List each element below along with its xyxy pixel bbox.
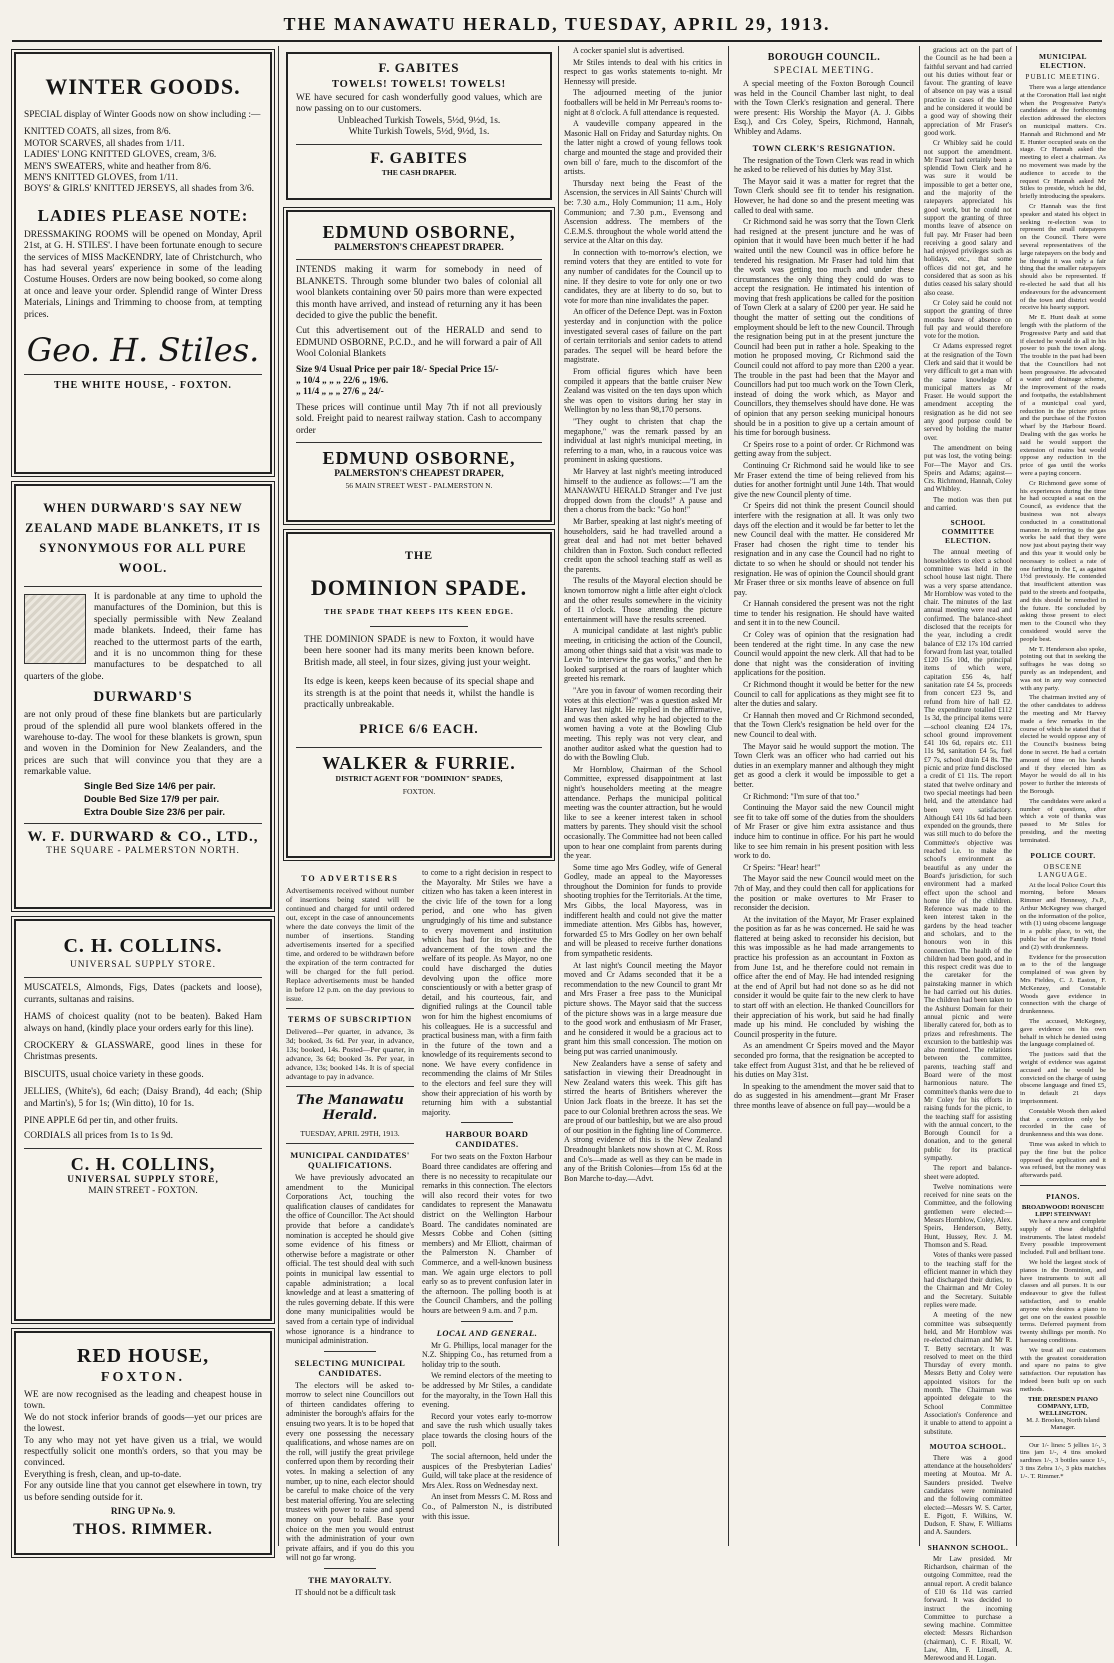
police-para: The justices said that the weight of evidence was against accused and he would be convicted on the charge of using obscene language and fined £5, in default 21 days imprisonment. bbox=[1020, 1051, 1106, 1106]
red-house-para: To any who may not yet have given us a trial, we would respectfully solicit one month's orders, so that you may be convinced. bbox=[24, 1435, 262, 1469]
mayoralty-text: IT should not be a difficult task bbox=[295, 1587, 396, 1597]
council-para: gracious act on the part of the Council as he had been a faithful servant and had carried out his duties without fear or favour. The granting of leave of absence on pay was a usual practice in cases of the kind and he considered it would be a good way of showing their appreciation of Mr Fraser's good work. bbox=[924, 46, 1012, 137]
council-para: Continuing the Mayor said the new Council might see fit to take off some of the duties from the shoulders of Mr Fraser or give him extra assistance and thus induce him to continue in office. For his part he would like to see him remain in his present position with less work to do. bbox=[734, 803, 914, 861]
osborne-ad bbox=[286, 210, 552, 522]
council-para: Cr Coley was of opinion that the resignation had been tendered at the right time. In any case the new Council would appoint the new clerk. All that had to be done that night was the consideration of inviting applications for the position. bbox=[734, 630, 914, 678]
news-item: Record your votes early to-morrow and save the rush which usually takes place towards the closing hours of the poll. bbox=[422, 1411, 552, 1450]
durward-para-2: are not only proud of these fine blankets but are particularly proud of the splendid all pure wool blankets offered in the warehouse to-day. The wool for these blankets is grown, spun and woven in the Dominion for New Zealanders, and the prices are such that will convince you that they are a remarkable value. bbox=[24, 710, 262, 778]
council-para: Cr Adams expressed regret at the resignation of the Town Clerk and said that it would be very difficult to get a man with the same knowledge of municipal matters as Mr Fraser. He would support the amendment accepting the resignation as he did not see any good purpose could be served by holding the matter over. bbox=[924, 342, 1012, 442]
council-para: The resignation of the Town Clerk was read in which he asked to be relieved of his duties by May 31st. bbox=[734, 155, 914, 175]
red-house-para: WE are now recognised as the leading and cheapest house in town. bbox=[24, 1390, 262, 1412]
column-rule bbox=[919, 46, 920, 1546]
list-item: MOTOR SCARVES, all shades from 1/11. bbox=[24, 138, 185, 149]
red-house-para: For any outside line that you cannot get elsewhere in town, try us before sending outside for it. bbox=[24, 1481, 262, 1503]
mayoralty-continued: to come to a right decision in respect to the Mayoralty. Mr Stiles we have a citizen who has taken a keen interest in the civic life of the town for a long period, and one who has given ungrudgingly of his time and substance to every movement and institution which has had for its objective the advancement of the town and the welfare of its people. As Mayor, no one could have discharged the duties devolving upon the office more conscientiously or with a better grasp of detail, and his courteous, fair, and dignified rulings at the Council table won for him the highest encomiums of his colleagues. He is a successful and practical business man, with a firm faith in the future of the town and a knowledge of its requirements second to none. We have every confidence in recommending the claims of Mr Stiles to the electors and feel sure they will show their appreciation of his worth by returning him with a substantial majority. bbox=[422, 868, 552, 1117]
news-item: A cocker spaniel slut is advertised. bbox=[573, 46, 685, 55]
gabites-footer: F. GABITES bbox=[370, 149, 468, 167]
osborne-size-line: „ 11/4 „ „ „ 27/6 „ 24/- bbox=[296, 387, 384, 398]
news-item: Mr G. Phillips, local manager for the N.Z. Shipping Co., has returned from a holiday trip to the south. bbox=[422, 1340, 552, 1369]
dresden-company: THE DRESDEN PIANO COMPANY, LTD, WELLINGTON. bbox=[1028, 1395, 1098, 1417]
durward-firm: W. F. DURWARD & CO., LTD., bbox=[27, 828, 259, 845]
osborne-footer-address: 56 MAIN STREET WEST - PALMERSTON N. bbox=[345, 480, 493, 490]
police-para: Evidence for the prosecution as to the of the language complained of was given by Mrs Fieldes, C. J. Easton, F. McKenzey, and Constable Woods gave evidence in connection with the charge of drunkenness. bbox=[1020, 953, 1106, 1016]
news-item: A municipal candidate at last night's public meeting, in criticising the action of the Council, among other things said that a visit was made to Levin "to interview the gas works," and then he looked surprised at the roars of laughter which greeted his remark. bbox=[564, 626, 722, 684]
council-para: Cr Coley said he could not support the granting of three months leave of absence on full pay and would therefore vote for the motion. bbox=[924, 298, 1012, 341]
election-para: Cr Hannah was the first speaker and stated his object in seeking re-election was to represent the small ratepayers on the Council. There were several representatives of the large ratepayers on the body and he thought it was only a fair thing that the smaller ratepayers should also be represented. If re-elected he said that all his endeavours for the advancement of the town and district would receive his hearty support. bbox=[1020, 202, 1106, 312]
price-line: Single Bed Size 14/6 per pair. bbox=[84, 780, 216, 792]
gabites-line: White Turkish Towels, 5½d, 9½d, 1s. bbox=[348, 127, 490, 138]
gabites-title: F. GABITES bbox=[378, 60, 460, 75]
collins-title: C. H. COLLINS. bbox=[63, 935, 223, 957]
candidates-text: We have previously advocated an amendment to the Municipal Corporations Act, touching the qualification clauses of candidates for the office of Councillor. The Act should provide that before a candidate's nomination is accepted he should give some evidence of his fitness or otherwise before a magistrate or other official. The test should deal with such points in municipal law essential to capable administration; a local knowledge and at least a smattering of the rules governing debate. If this were done many municipalities would be saved from a certain type of individual whose ignorance is a hindrance to municipal administration. bbox=[286, 1173, 414, 1346]
list-item: KNITTED COATS, all sizes, from 8/6. bbox=[24, 127, 171, 138]
election-para: Cr Richmond gave some of his experiences during the time he had occupied a seat on the Council, as evidence that the business was not always conducted in a constitutional manner. In referring to the gas works he said that they were now just about paying their way and this year it would only be necessary to collect a rate of one farthing in the £, as against 1½d previously. He contended that insufficient attention was paid to the streets and footpaths, and this should be remedied in the future. He concluded by asking those present to elect men to the Council who they considered would serve the people best. bbox=[1020, 479, 1106, 643]
selecting-text: The electors will be asked to-morrow to select nine Councillors out of thirteen candidates offering to administer the borough's affairs for the ensuing two years. It is to be hoped that every one possessing the necessary qualifications, and whose names are on the roll, will justify the great privilege conferred upon them by recording their votes. In making a selection of any number, up to nine, each elector should be careful to make choice of the very best material offering. You are selecting trustees with power to raise and spend money on your behalf. Base your choice on the men you would entrust with the administration of your own private affairs, and if you do this you will not go far wrong. bbox=[286, 1380, 414, 1563]
borough-council-title: BOROUGH COUNCIL. bbox=[767, 52, 881, 63]
election-para: Mr E. Hunt dealt at some length with the platform of the Progressive Party and said that if elected he would do all in his power to push the town along. The trouble in the past had been that the Councillors had not been progressive. He advocated a water and drainage scheme, the improvement of the roads and footpaths, the establishment of a municipal coal yard, reduction in the picture prices and the purchase of the Foxton wharf by the Harbour Board. Dealing with the gas works he said he would support the extension of mains but would oppose any reduction in the price of gas until the works were a paying concern. bbox=[1020, 314, 1106, 478]
winter-goods-list bbox=[24, 127, 262, 195]
moutoa-text: There was a good attendance at the householders' meeting at Moutoa. Mr A. Saunders presided. Twelve candidates were nominated and the following committee elected:—Messrs W. S. Carter, E. Pigott, F. Wilkins, W. Dudson, F. Shaw, F. Williams and A. Saunders. bbox=[924, 1453, 1012, 1537]
column-rule bbox=[728, 46, 729, 1546]
news-item: Mr Stiles intends to deal with his critics in respect to gas works statements to-night. Mr Hennessy will preside. bbox=[564, 57, 722, 86]
council-para: Continuing Cr Richmond said he would like to see Mr Fraser extend the time of being relieved from his duties for another fortnight until June 14th. That would give the new Council plenty of time. bbox=[734, 460, 914, 499]
column-school-committee bbox=[924, 46, 1012, 1663]
police-court-subtitle: OBSCENE LANGUAGE. bbox=[1038, 862, 1088, 879]
osborne-footer: EDMUND OSBORNE, bbox=[322, 448, 516, 469]
list-item: MEN'S SWEATERS, white and heather from 8/6. bbox=[24, 161, 212, 172]
blanket-illustration bbox=[24, 594, 86, 664]
election-para: Mr T. Henderson also spoke, pointing out that in seeking the suffrages he was doing so purely as an independent, and was not in any way connected with any party. bbox=[1020, 645, 1106, 692]
news-item: Mr Hornblow, Chairman of the School Committee, expressed disappointment at last night's householders meeting at the meagre attendance. Perhaps the municipal political meeting was the counter attraction, but he would like to see a keener interest taken in school matters by parents. They should visit the school occasionally. The Committee had not been called upon to hear one complaint from parents during the year. bbox=[564, 764, 722, 861]
candidates-title: MUNICIPAL CANDIDATES' QUALIFICATIONS. bbox=[290, 1150, 410, 1170]
police-para: The accused, McKegney, gave evidence on his own behalf in which he denied using the language complained of. bbox=[1020, 1018, 1106, 1049]
winter-goods-title: WINTER GOODS. bbox=[45, 74, 241, 99]
dresden-manager: M. J. Brookes, North Island Manager. bbox=[1026, 1416, 1100, 1431]
column-ads-middle bbox=[286, 46, 552, 1597]
rimmer-lines: Our 1/- lines: 5 jellies 1/-, 3 tins jam 1/-, 4 tins smoked sardines 1/-, 3 bottles sauce 1/-, 3 tins Zebra 1/-, 3 pkts matches 1/-. T. Rimmer.* bbox=[1020, 1441, 1106, 1480]
council-para: The amendment on being put was lost, the voting being: For—The Mayor and Crs. Speirs and Adams; against—Crs. Richmond, Hannah, Coley and Whibley. bbox=[924, 443, 1012, 494]
column-borough-council bbox=[734, 46, 914, 1552]
red-house-title: RED HOUSE, bbox=[76, 1345, 210, 1367]
police-para: Constable Woods then asked that a conviction only be recorded in the case of drunkenness and this was done. bbox=[1020, 1107, 1106, 1139]
advertisers-title: TO ADVERTISERS bbox=[301, 874, 399, 883]
durward-headline: WHEN DURWARD'S SAY NEW ZEALAND MADE BLANKETS, IT IS SYNONYMOUS FOR ALL PURE WOOL. bbox=[25, 501, 261, 575]
spade-subtitle: THE SPADE THAT KEEPS ITS KEEN EDGE. bbox=[324, 607, 514, 616]
harbour-text: For two seats on the Foxton Harbour Board three candidates are offering and there is no necessity to recapitulate our remarks in this connection. The electors will also record their votes for two candidates to represent the Manawatu district on the Wellington Harbour Board. The candidates nominated are Messrs Cobbe and Cohen (sitting members) and Mr Elliott, chairman of the Palmerston N. Chamber of Commerce, and a well-known business man. We again urge electors to poll early so as to prevent confusion later in the afternoon. The polling booth is at the Council Chambers, and the polling hours are between 9 a.m. and 7 p.m. bbox=[422, 1152, 552, 1315]
top-rule bbox=[12, 40, 1102, 42]
selecting-title: SELECTING MUNICIPAL CANDIDATES. bbox=[294, 1357, 406, 1378]
stiles-signature: Geo. H. Stiles. bbox=[26, 331, 260, 370]
pianos-brands: BROADWOOD! RONISCH! LIPP! STEINWAY! bbox=[1021, 1203, 1105, 1218]
osborne-title: EDMUND OSBORNE, bbox=[322, 222, 516, 242]
spade-agent-address: FOXTON. bbox=[402, 787, 436, 797]
price-line: Extra Double Size 23/6 per pair. bbox=[84, 806, 225, 818]
durward-para-1: It is pardonable at any time to uphold the manufactures of the Dominion, but this is specially permissible with New Zealand made blankets. Indeed, their fame has reached to the uttermost parts of the earth, and it is no uncommon thing for these manufactures to be despatched to all quarters of the globe. bbox=[24, 592, 262, 682]
list-item: CORDIALS all prices from 1s to 1s 9d. bbox=[24, 1131, 173, 1142]
osborne-size-line: Size 9/4 Usual Price per pair 18/- Special Price 15/- bbox=[296, 364, 499, 375]
column-rule bbox=[1016, 46, 1017, 1546]
column-local-news bbox=[564, 46, 722, 1552]
column-municipal-election bbox=[1020, 46, 1106, 1552]
news-item: A vaudeville company appeared in the Masonic Hall on Friday and Saturday nights. On the latter night a crowd of young fellows took charge and mounted the stage and provided their own bill o' fare, much to the discomfort of the artists. bbox=[564, 119, 722, 177]
borough-council-subtitle: SPECIAL MEETING. bbox=[773, 66, 875, 76]
winter-goods-ad bbox=[14, 52, 272, 474]
gabites-footer-sub: THE CASH DRAPER. bbox=[381, 167, 457, 177]
council-para: At the invitation of the Mayor, Mr Fraser explained the position as far as he was concerned. He said he was flattered at being asked to reconsider his decision, but this was impossible as he had made arrangements to practice his profession as an accountant in Foxton as from June 1st, and he therefore could not remain in office after the end of May. He had intended resigning at the end of April but had not done so as he did not consider it would be quite fair to the new clerk to have to start off with an election. He thanked Councillors for their appreciation of his work, but said he had finally made up his mind. He concluded by wishing the Council prosperity in the future. bbox=[734, 914, 914, 1039]
red-house-subtitle: FOXTON. bbox=[100, 1370, 186, 1385]
list-item: HAMS of choicest quality (not to be beaten). Baked Ham always on hand, (kindly place your orders early for this line). bbox=[24, 1012, 262, 1034]
pianos-title: PIANOS. bbox=[1046, 1191, 1080, 1201]
school-para: The report and balance-sheet were adopted. bbox=[924, 1164, 1012, 1181]
municipal-election-title: MUNICIPAL ELECTION. bbox=[1038, 52, 1088, 70]
news-item: The social afternoon, held under the auspices of the Presbyterian Ladies' Guild, will take place at the residence of Mrs Alex. Ross on Wednesday next. bbox=[422, 1452, 552, 1490]
pianos-para: We have a new and complete supply of these delightful instruments. The latest models! Every possible improvement included. Full and brilliant tone. bbox=[1020, 1217, 1106, 1257]
news-item: The results of the Mayoral election should be known tomorrow night a little after eight o'clock and the other results somewhere in the vicinity of 11 o'clock. Those attending the picture entertainment will have the results screened. bbox=[564, 576, 722, 624]
council-para: Cr Whibley said he could not support the amendment. Mr Fraser had certainly been a splendid Town Clerk and he was sure it would be impossible to get a better one, and the majority of the ratepayers appreciated his good work, but he could not support the granting of three months leave of absence on full pay. Mr Fraser had been receiving a good salary and had enjoyed privileges such as holidays, etc., that some offices did not get, and he considered that as soon as his duties ceased his salary should also cease. bbox=[924, 139, 1012, 297]
police-para: Time was asked in which to pay the fine but the police opposed the application and it was refused, but the money was afterwards paid. bbox=[1020, 1141, 1106, 1180]
news-item: An officer of the Defence Dept. was in Foxton yesterday and in conjunction with the police investigated several cases of failure on the part of certain territorials and senior cadets to attend parades. The sequel will be heard before the magistrate. bbox=[564, 307, 722, 365]
council-para: The motion was then put and carried. bbox=[924, 495, 1012, 513]
resignation-title: TOWN CLERK'S RESIGNATION. bbox=[752, 142, 896, 153]
news-item: Mr Harvey at last night's meeting introduced himself to the audience as follows:—"I am the MANAWATU HERALD Stranger and I've just dropped down from the clouds!" A pause and then a chorus from the back: "Go hon!" bbox=[564, 466, 722, 515]
council-para: Cr Richmond: "I'm sure of that too." bbox=[743, 791, 860, 801]
list-item: PINE APPLE 6d per tin, and other fruits. bbox=[24, 1116, 178, 1127]
election-para: The candidates were asked a number of questions, after which a vote of thanks was passed to Mr Stiles for presiding, and the meeting terminated. bbox=[1020, 797, 1106, 844]
council-para: The Mayor said the new Council would meet on the 7th of May, and they could then call for applications for the position or make overtures to Mr Fraser to reconsider the decision. bbox=[734, 874, 914, 913]
price-line: Double Bed Size 17/9 per pair. bbox=[84, 793, 220, 805]
ladies-note-title: LADIES PLEASE NOTE: bbox=[37, 205, 249, 225]
spade-agent-sub: DISTRICT AGENT FOR "DOMINION" SPADES, bbox=[335, 774, 503, 784]
moutoa-title: MOUTOA SCHOOL. bbox=[929, 1441, 1007, 1451]
council-para: As an amendment Cr Speirs moved and the Mayor seconded pro forma, that the resignation be accepted to take effect from August 31st, and that he be relieved of his duties on May 31st. bbox=[734, 1041, 914, 1080]
osborne-size-line: „ 10/4 „ „ „ 22/6 „ 19/6. bbox=[296, 376, 389, 387]
ladies-note-text: DRESSMAKING ROOMS will be opened on Monday, April 21st, at G. H. STILES'. I have been fortunate enough to secure the services of MISS MacKENDRY, late of Christchurch, who has had several years' experience in some of the leading Costume Houses. Orders are now being booked, so come along at once and leave your order. Splendid range of Winter Dress Materials, Linings and Trimming to choose from, at tempting prices. bbox=[24, 229, 262, 320]
list-item: MUSCATELS, Almonds, Figs, Dates (packets and loose), currants, sultanas and raisins. bbox=[24, 983, 262, 1005]
white-house-footer: THE WHITE HOUSE, - FOXTON. bbox=[54, 380, 232, 392]
council-para: The Mayor said it was a matter for regret that the Town Clerk should see fit to tender his resignation. However, he had done so and the present meeting was called to deal with same. bbox=[734, 176, 914, 215]
durward-brand: DURWARD'S bbox=[93, 689, 193, 706]
news-item: Thursday next being the Feast of the Ascension, the services in All Saints' Church will be: 7.30 a.m., Holy Communion; 11 a.m., Holy Communion; and 7.30 p.m., Evensong and Ascension address. The members of the C.E.M.S. throughout the whole world attend the service at the Altar on this day. bbox=[564, 178, 722, 246]
column-ads-left bbox=[14, 46, 272, 1552]
list-item: MEN'S KNITTED GLOVES, from 1/11. bbox=[24, 173, 178, 184]
pianos-para: We treat all our customers with the greatest consideration and spare no pains to give satisfaction. Our reputation has indeed been built up on such methods. bbox=[1020, 1346, 1106, 1393]
winter-goods-intro: SPECIAL display of Winter Goods now on show including :— bbox=[24, 110, 261, 120]
election-para: There was a large attendance at the Coronation Hall last night when the Progressive Party's candidates at the forthcoming election addressed the electors on municipal matters. Crs. Hannah and Richmond and Mr E. Hunter occupied seats on the stage. Cr Hannah asked the meeting to elect a chairman. As no movement was made by the audience to accede to the request Cr Hannah asked Mr Stiles to preside, which he did, briefly introducing the speakers. bbox=[1020, 84, 1106, 201]
municipal-election-subtitle: PUBLIC MEETING. bbox=[1025, 73, 1101, 81]
spade-title: DOMINION SPADE. bbox=[310, 575, 528, 600]
school-para: The annual meeting of householders to elect a school committee was held in the school house last night. There was a very sparse attendance. Mr Hornblow was voted to the chair. The minutes of the last annual meeting were read and confirmed. The balance-sheet disclosed that the receipts for the year, including a credit balance of £32 17s 10d carried forward from last year, totalled £120 15s 10d, the principal items of which were, capitation £56 4s, half sanitation rate £4 5s, proceeds from concert £23 9s, and refund from hire of hall £2. The expenditure totalled £112 1s 3d, the principal items were—school cleaning £24 17s, school ground improvement £41 10s 6d, repairs etc. £11 11s 9d, sanitation £4 5s, fuel £7 7s, school drain £4 8s. The picnic and prize fund disclosed a credit of £1 11s. The report stated that twelve ordinary and two special meetings had been held, and the attendance had been very satisfactory. Although £41 10s 6d had been expended on the grounds, there was still much to do before the Committee's objective was reached i.e. to make the school's environment as beautiful as any under the Board's jurisdiction, for such environment had a marked effect upon the school and home life of the children. Reference was made to the keen interest taken in the gardens by the head teacher and scholars, and to the honours won in this connection. The health of the children had been good, and in this respect credit was due to the caretaker for the painstaking manner in which he had carried out his duties. The children had been taken to the Ashhurst Domain for their annual picnic and were liberally catered for, both as to prizes and refreshments. The excursion to the battleship was also mentioned. The relations between the committee, parents, teaching staff and Board were of the most harmonious nature. The committee's thanks were due to Mr Coley for his efforts in raising funds for the picnic, to the teaching staff for assisting with the annual concert, to the Borough Council for a donation, and to the general public for its practical sympathy. bbox=[924, 548, 1012, 1162]
durward-blankets-ad bbox=[14, 484, 272, 909]
editorial-left bbox=[286, 868, 414, 1600]
news-item: "They ought to christen that chap the megaphone," was the remark passed by an individual at last night's municipal meeting, in referring to a man, who, in a raucous voice was prominent in asking questions. bbox=[564, 416, 722, 465]
news-item: Mr Barber, speaking at last night's meeting of householders, said he had travelled around a great deal and had not met better behaved children than in Foxton. Such conduct reflected credit upon the school teaching staff as well as the parents. bbox=[564, 516, 722, 574]
school-para: Twelve nominations were received for nine seats on the Committee, and the following gentlemen were elected:—Messrs Hornblow, Coley, Alex. Speirs, Henderson, Betty, Hunt, Hussey, Rev. J. M. Thomson and S. Read. bbox=[924, 1182, 1012, 1249]
council-para: Cr Speirs did not think the present Council should interfere with the resignation at all. It was only two days off the election and it would be far better to let the new Council deal with the matter. He considered Mr Fraser had chosen the right time to tender his resignation and in any case the Council had no right to dictate to so when he should or should not tender his resignation. He was of opinion the Council should grant Mr Fraser three or six months leave of absence on full pay. bbox=[734, 501, 914, 597]
gabites-text: WE have secured for cash wonderfully good values, which are now passing on to our customers. bbox=[296, 93, 542, 115]
osborne-text-3: These prices will continue until May 7th if not all previously sold. Freight paid to nearest railway station. Cash to accompany order bbox=[296, 402, 542, 436]
council-para: In speaking to the amendment the mover said that to do as suggested in his amendment—grant Mr Fraser three months leave of absence on full pay—would be a bbox=[734, 1081, 914, 1110]
council-para: Cr Hannah then moved and Cr Richmond seconded, that the Town Clerk's resignation be held over for the new Council to deal with. bbox=[734, 710, 914, 739]
council-para: Cr Richmond said he was sorry that the Town Clerk had resigned at the present juncture and he was of opinion that it would have been much better if he had waited until the new Council was in office before he tendered his resignation. Mr Fraser had told him that the work was getting too much and under these circumstances the only thing they could do was to accept the resignation. He intimated his intention of moving that fresh applications be called for the position of Town Clerk at a salary of £200 per year. He said he thought the matter of setting out the conditions of employment should be left to the new Council. Through the resignation being put in at the present juncture the Council had been put in rather a hole. Speaking to the motion he proposed moving, Cr Richmond said the Council could not afford to pay more than £200 a year. The trouble in the past had been that the Mayor and Councillors had put too much work on the Town Clerk, instead of doing the work which, as Mayor and Councillors, they themselves should have done. He was of opinion that any person seeking municipal honours should be in a position to give up a certain amount of his time for borough business. bbox=[734, 217, 914, 438]
list-item: BOYS' & GIRLS' KNITTED JERSEYS, all shades from 3/6. bbox=[24, 184, 254, 195]
column-rule bbox=[558, 46, 559, 1546]
dateline: TUESDAY, APRIL 29TH, 1913. bbox=[300, 1129, 400, 1138]
terms-text: Delivered—Per quarter, in advance, 3s 3d; booked, 3s 6d. Per year, in advance, 13s; booked, 14s. Posted—Per quarter, in advance, 3s 6d; booked 3s. Per year, in advance, 13s; booked 14s. It is of special advantage to pay in advance. bbox=[286, 1027, 414, 1081]
council-para: Cr Richmond thought it would be better for the new Council to call for applications as they might see fit to alter the duties and salary. bbox=[734, 680, 914, 709]
shannon-title: SHANNON SCHOOL. bbox=[927, 1542, 1009, 1552]
collins-store-ad bbox=[14, 919, 272, 1321]
red-house-para: Everything is fresh, clean, and up-to-date. bbox=[24, 1469, 182, 1480]
spade-para-1: THE DOMINION SPADE is new to Foxton, it would have been here sooner had its many merits been known before. British made, all steel, in four sizes, giving just your weight. bbox=[304, 635, 534, 668]
collins-subtitle: UNIVERSAL SUPPLY STORE. bbox=[70, 960, 216, 970]
news-item: "Are you in favour of women recording their votes at this election?" was a question asked Mr Harvey last night. He replied in the affirmative, and was then asked why he had objected to the women having a vote at the Bowling Club meeting. This reply was not very clear, and another auditor asked what the question had to do with the Bowling Club. bbox=[564, 686, 722, 763]
local-general-title: LOCAL AND GENERAL. bbox=[436, 1327, 538, 1338]
durward-address: THE SQUARE - PALMERSTON NORTH. bbox=[46, 845, 240, 856]
spade-price: PRICE 6/6 EACH. bbox=[359, 721, 479, 737]
red-house-ad bbox=[14, 1331, 272, 1555]
news-item: Some time ago Mrs Godley, wife of General Godley, made an appeal to the Mayoresses throughout the Dominion for funds to provide shooting trophies for the Territorials. At the time, Mrs Gibbs, the local Mayoress, was in indifferent health and could not give the matter immediate attention. Mrs Gibbs has, however, forwarded £5 to Mrs Godley on her own behalf and will be pleased to receive further donations from sympathetic residents. bbox=[564, 862, 722, 959]
list-item: BISCUITS, usual choice variety in these goods. bbox=[24, 1069, 204, 1080]
police-court-title: POLICE COURT. bbox=[1030, 850, 1096, 860]
school-para: Votes of thanks were passed to the teaching staff for the efficient manner in which they had discharged their duties, to the Chairman and Mr Coley and the Secretary. Suitable replies were made. bbox=[924, 1251, 1012, 1310]
editorial-right bbox=[422, 868, 552, 1523]
paper-title: The Manawatu Herald. bbox=[296, 1093, 404, 1123]
osborne-subtitle: PALMERSTON'S CHEAPEST DRAPER. bbox=[334, 243, 504, 253]
news-item: In connection with to-morrow's election, we remind voters that they are entitled to vote for any number of candidates for the Council up to nine. If they desire to vote for only one or two candidates, they are at liberty to do so, but to vote for more than nine invalidates the paper. bbox=[564, 247, 722, 305]
council-para: Cr Speirs: "Hear! hear!" bbox=[743, 862, 821, 872]
red-house-owner: THOS. RIMMER. bbox=[73, 1521, 213, 1539]
council-para: The Mayor said he would support the motion. The Town Clerk was an officer who had carried out his duties in an exemplary manner and although they might get as good a clerk it would be impossible to get a better. bbox=[734, 741, 914, 789]
red-house-para: We do not stock inferior brands of goods—yet our prices are the lowest. bbox=[24, 1412, 262, 1435]
election-para: The chairman invited any of the other candidates to address the meeting and Mr Harvey made a few remarks in the course of which he stated that if elected he would oppose any of the Council's business being done in secret. He had a certain amount of time on his hands and if they elected him as Mayor he would do all in his power to further the interests of the Borough. bbox=[1020, 694, 1106, 795]
council-para: Cr Speirs rose to a point of order. Cr Richmond was getting away from the subject. bbox=[734, 439, 914, 459]
list-item: JELLIES, (White's), 6d each; (Daisy Brand), 4d each; (Ship and Martin's), 5 for 1s; (Win ditto), 10 for 1s. bbox=[24, 1087, 262, 1109]
osborne-footer-sub: PALMERSTON'S CHEAPEST DRAPER, bbox=[334, 469, 504, 480]
school-para: A meeting of the new committee was subsequently held, and Mr Hornblow was re-elected chairman and Mr R. T. Betty secretary. It was resolved to meet on the third Thursday of every month. Messrs Betty and Coley were appointed visitors for the month. The Chairman was appointed delegate to the School Committee Association's Conference and it unable to attend to appoint a substitute. bbox=[924, 1311, 1012, 1436]
list-item: LADIES' LONG KNITTED GLOVES, cream, 3/6. bbox=[24, 150, 217, 161]
dominion-spade-ad bbox=[286, 532, 552, 858]
editorial-block bbox=[286, 868, 552, 1597]
list-item: CROCKERY & GLASSWARE, good lines in these for Christmas presents. bbox=[24, 1041, 262, 1063]
council-para: A special meeting of the Foxton Borough Council was held in the Council Chamber last night, to deal with the Town Clerk's resignation and general. There were present: His Worship the Mayor (A. J. Gibbs Esq.), and Crs Coley, Speirs, Richmond, Hannah, Whibley and Adams. bbox=[734, 79, 914, 136]
harbour-title: HARBOUR BOARD CANDIDATES. bbox=[445, 1129, 529, 1150]
news-item: New Zealanders have a sense of safety and satisfaction in viewing their Dreadnought in New Zealand waters this week. This gift has stirred the hearts of Britishers wherever the Union Jack floats in the breeze. It has set the pace to our Colonial brethren across the seas. We are proud of our battleship, but we are also proud of our position in the fighting line of Commerce. A strong evidence of this is the New Zealand Dreadnought blankets now shown at C. M. Ross and Co's—made as well as they can be made in any of the British Colonies—from 15s 6d at the Bon Marche to-day.—Advt. bbox=[564, 1058, 722, 1183]
osborne-text-2: Cut this advertisement out of the HERALD and send to EDMUND OSBORNE, P.C.D., and he will forward a pair of All Wool Colonial Blankets bbox=[296, 326, 542, 360]
gabites-line: Unbleached Turkish Towels, 5½d, 9½d, 1s. bbox=[337, 115, 501, 126]
pianos-para: We hold the largest stock of pianos in the Dominion, and have instruments to suit all classes and all purses. It is our endeavour to give the fullest satisfaction, and to enable anyone who desires a piano to get one on the easiest possible terms. Deferred payment from twenty shillings per month. No harrassing conditions. bbox=[1020, 1258, 1106, 1344]
advertisers-text: Advertisements received without number of insertions being stated will be continued and charged for until ordered out, except in the case of announcements where the date conveys the limit of the number of insertions. Standing advertisements inserted for a specified time, and ordered to be withdrawn before the expiration of the term contracted for will be charged for the full period. Replace advertisements must be handed in before 12 p.m. on the day previous to issue. bbox=[286, 886, 414, 1003]
police-para: At the local Police Court this morning, before Messrs Rimmer and Hennessy, J's.P., Arthur McKegney was charged on the information of the police, with (1) using obscene language in a public place, to wit, the public bar of the Family Hotel and (2) with drunkenness. bbox=[1020, 881, 1106, 951]
spade-para-2: Its edge is keen, keeps keen because of its special shape and its strength is at the point that needs it, whilst the handle is practically unbreakable. bbox=[304, 677, 534, 711]
shannon-text: Mr Law presided. Mr Richardson, chairman of the outgoing Committee, read the annual report. A credit balance of £10 6s 11d was carried forward. It was decided to instruct the incoming Committee to purchase a sewing machine. Committee elected: Messrs Richardson (chairman), C. F. Rixall, W. Law, Alm, F. Linsell, A. Merewood and H. Logan. bbox=[924, 1554, 1012, 1663]
mayoralty-title: THE MAYORALTY. bbox=[308, 1574, 392, 1585]
news-item: From official figures which have been compiled it appears that the battle cruiser New Zealand was visited on the ten days upon which she was open to visitors during her stay in Wellington by no less than 98,170 persons. bbox=[564, 367, 722, 415]
school-committee-title: SCHOOL COMMITTEE ELECTION. bbox=[941, 518, 995, 546]
local-general-body bbox=[422, 1341, 552, 1522]
council-para: Cr Hannah considered the present was not the right time to tender his resignation. He should have waited and sent it in to the new Council. bbox=[734, 599, 914, 628]
collins-footer-title: C. H. COLLINS, bbox=[70, 1153, 216, 1174]
news-item: The adjourned meeting of the junior footballers will be held in Mr Perreau's rooms to-night at 8 o'clock. A full attendance is requested. bbox=[564, 88, 722, 117]
gabites-towels: TOWELS! TOWELS! TOWELS! bbox=[331, 79, 507, 90]
spade-the: THE bbox=[404, 548, 434, 562]
osborne-text: INTENDS making it warm for somebody in need of BLANKETS. Through some blunder two bales of colonial all wool blankets containing over 50 pairs more than were expected this month have arrived, and instead of returning any it has been decided to give the public the benefit. bbox=[296, 265, 542, 322]
collins-footer-sub: UNIVERSAL SUPPLY STORE, bbox=[67, 1174, 219, 1185]
collins-footer-address: MAIN STREET - FOXTON. bbox=[88, 1186, 198, 1197]
news-item: We remind electors of the meeting to be addressed by Mr Stiles, a candidate for the mayoralty, in the Town Hall this evening. bbox=[422, 1371, 552, 1410]
gabites-ad bbox=[286, 52, 552, 200]
spade-agent: WALKER & FURRIE. bbox=[322, 753, 516, 774]
news-item: At last night's Council meeting the Mayor moved and Cr Adams seconded that it be a recommendation to the new Council to grant Mr and Mrs Fraser a free pass to the Municipal picture shows. The Mayor said that the success of the picture shows was in a large measure due to the good work and enthusiasm of Mr Fraser, and he considered it would be a gracious act to grant him this small concession. The motion on being put was carried unanimously. bbox=[564, 960, 722, 1056]
red-house-phone: RING UP No. 9. bbox=[110, 1507, 176, 1518]
terms-title: TERMS OF SUBSCRIPTION bbox=[287, 1015, 413, 1024]
page-masthead: THE MANAWATU HERALD, TUESDAY, APRIL 29, 1913. bbox=[283, 14, 831, 34]
column-rule bbox=[278, 46, 279, 1546]
news-item: An inset from Messrs C. M. Ross and Co., of Palmerston N., is distributed with this issue. bbox=[422, 1492, 552, 1521]
